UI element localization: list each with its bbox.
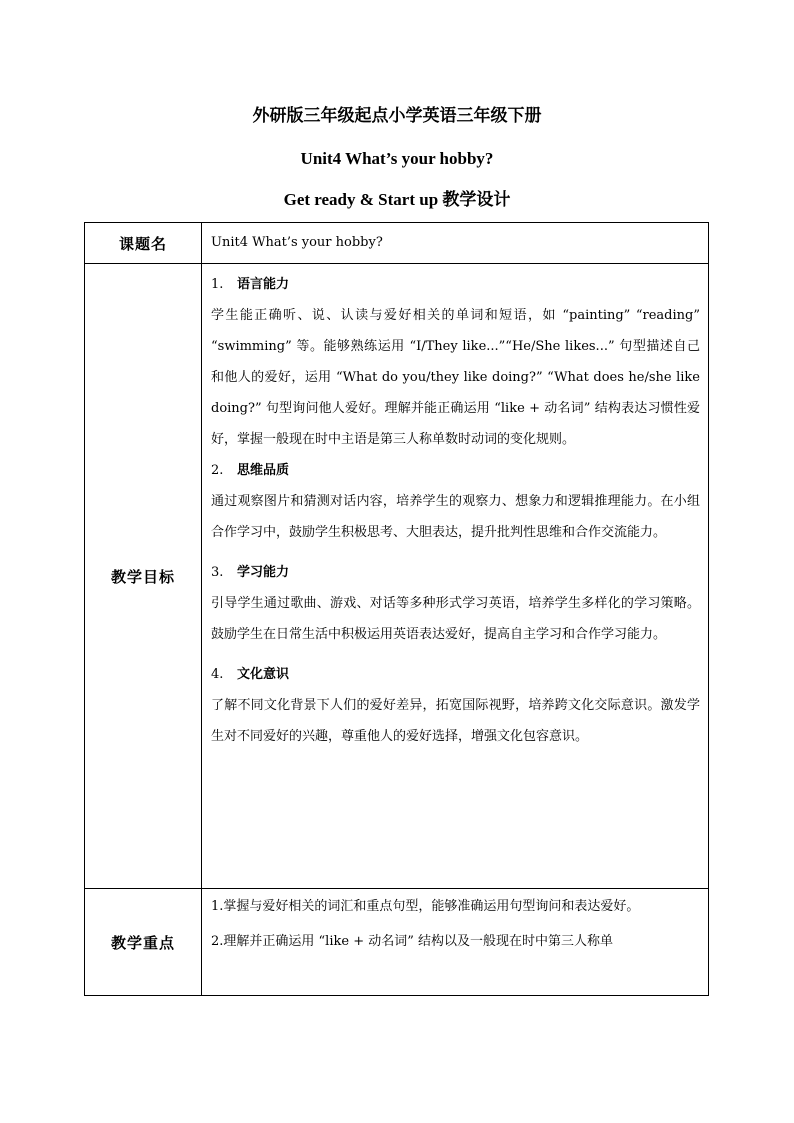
objective-body: 学生能正确听、说、认读与爱好相关的单词和短语，如 “painting” “reading” “swimming” 等。能够熟练运用 “I/They like...”“He/She likes...” 句型描述自己和他人的爱好，运用 “What do you/they like doing?” “What does he/she like doing?” 句型询问他人爱好。理解并能正确运用 “like + 动名词” 结构表达习惯性爱好，掌握一般现在时中主语是第三人称单数时动词的变化规则。 [211, 308, 700, 447]
objective-body: 引导学生通过歌曲、游戏、对话等多种形式学习英语，培养学生多样化的学习策略。鼓励学生在日常生活中积极运用英语表达爱好，提高自主学习和合作学习能力。 [211, 596, 700, 642]
objective-number: 1. [211, 277, 224, 292]
objective-heading-text: 文化意识 [237, 667, 290, 682]
lesson-subtitle: Get ready & Start up 教学设计 [283, 190, 511, 209]
key-point-item: 2.理解并正确运用 “like + 动名词” 结构以及一般现在时中第三人称单 [211, 934, 614, 949]
objective-heading [211, 455, 700, 486]
lesson-title-value: Unit4 What’s your hobby? [202, 223, 709, 264]
row-label-objectives: 教学目标 [85, 264, 202, 889]
objective-heading-text: 学习能力 [237, 565, 290, 580]
key-point-item: 1.掌握与爱好相关的词汇和重点句型，能够准确运用句型询问和表达爱好。 [211, 899, 640, 914]
document-title: 外研版三年级起点小学英语三年级下册 [252, 106, 542, 125]
unit-title: Unit4 What’s your hobby? [300, 149, 494, 168]
objective-number: 3. [211, 565, 224, 580]
row-label-key-points: 教学重点 [85, 889, 202, 996]
objectives-content [202, 264, 709, 889]
row-label-lesson-title: 课题名 [85, 223, 202, 264]
lesson-plan-table [84, 222, 709, 996]
table-row-lesson-title [85, 223, 709, 264]
objective-number: 2. [211, 463, 224, 478]
objective-heading [211, 659, 700, 690]
objective-body: 了解不同文化背景下人们的爱好差异，拓宽国际视野，培养跨文化交际意识。激发学生对不同爱好的兴趣，尊重他人的爱好选择，增强文化包容意识。 [211, 698, 700, 744]
objective-body: 通过观察图片和猜测对话内容，培养学生的观察力、想象力和逻辑推理能力。在小组合作学习中，鼓励学生积极思考、大胆表达，提升批判性思维和合作交流能力。 [211, 494, 700, 540]
objective-number: 4. [211, 667, 224, 682]
objective-heading [211, 557, 700, 588]
objective-heading [211, 269, 700, 300]
key-points-content [202, 889, 709, 996]
table-row-key-points [85, 889, 709, 996]
objective-heading-text: 思维品质 [237, 463, 290, 478]
objective-heading-text: 语言能力 [237, 277, 290, 292]
table-row-objectives [85, 264, 709, 889]
